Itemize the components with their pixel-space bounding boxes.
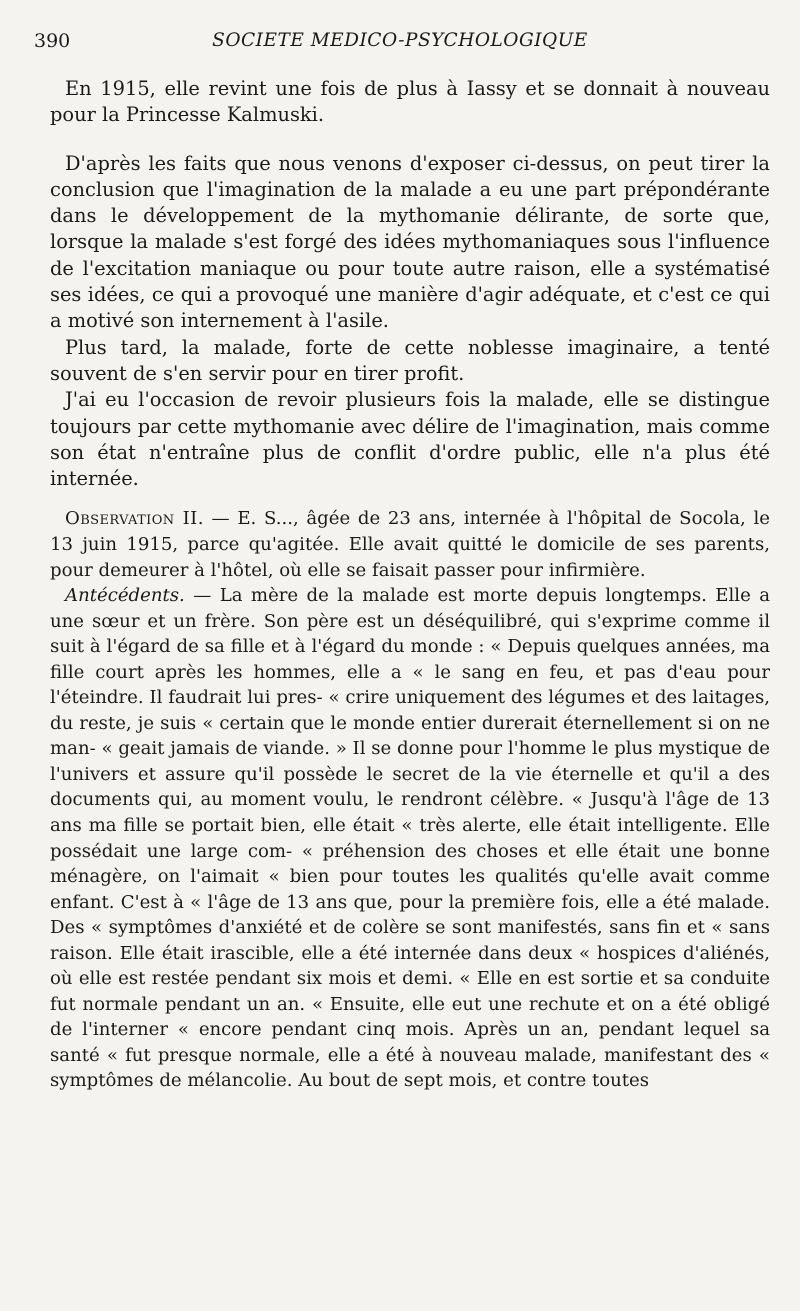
page-header: [34, 30, 766, 56]
antecedents-paragraph: [50, 583, 770, 1094]
observation-label: Observation II.: [65, 508, 204, 530]
running-title: SOCIETE MEDICO-PSYCHOLOGIQUE: [212, 30, 588, 51]
paragraph-1: En 1915, elle revint une fois de plus à Iassy et se donnait à nouveau pour la Princesse Kalmuski.: [50, 77, 770, 127]
paragraph-4: J'ai eu l'occasion de revoir plusieurs fois la malade, elle se distingue toujours par cette mythomanie avec délire de l'imagination, mais comme son état n'entraîne plus de conflit d'ordre public, elle n'a plus été internée.: [50, 388, 770, 491]
page-number: 390: [34, 30, 71, 52]
paragraph-2: D'après les faits que nous venons d'exposer ci-dessus, on peut tirer la conclusion que l'imagination de la malade a eu une part prépondérante dans le développement de la mythomanie délirante, de sorte que, lorsque la malade s'est forgé des idées mythomaniaques sous l'influence de l'excitation maniaque ou pour toute autre raison, elle a systématisé ses idées, ce qui a provoqué une manière d'agir adéquate, et c'est ce qui a motivé son internement à l'asile.: [50, 151, 770, 333]
paragraph-3: Plus tard, la malade, forte de cette noblesse imaginaire, a tenté souvent de s'en servir pour en tirer profit.: [50, 335, 770, 385]
observation-text: — E. S..., âgée de 23 ans, internée à l'hôpital de Socola, le 13 juin 1915, parce qu'agitée. Elle avait quitté le domicile de ses parents, pour demeurer à l'hôtel, où elle se faisait passer pour infirmière.: [50, 508, 770, 581]
antecedents-text: — La mère de la malade est morte depuis longtemps. Elle a une sœur et un frère. Son père est un déséquilibré, qui s'exprime comme il suit à l'égard de sa fille et à l'égard du monde : « Depuis quelques années, ma fille court après les hommes, elle a « le sang en feu, et pas d'eau pour l'éteindre. Il faudrait lui pres- « crire uniquement des légumes et des laitages, du reste, je suis « certain que le monde entier durerait éternellement si on ne man- « geait jamais de viande. » Il se donne pour l'homme le plus mystique de l'univers et assure qu'il possède le secret de la vie éternelle et qu'il a des documents qui, au moment voulu, le rendront célèbre. « Jusqu'à l'âge de 13 ans ma fille se portait bien, elle était « très alerte, elle était intelligente. Elle possédait une large com- « préhension des choses et elle était une bonne ménagère, on l'aimait « bien pour toutes les qualités qu'elle avait comme enfant. C'est à « l'âge de 13 ans que, pour la première fois, elle a été malade. Des « symptômes d'anxiété et de colère se sont manifestés, sans fin et « sans raison. Elle était irascible, elle a été internée dans deux « hospices d'aliénés, où elle est restée pendant six mois et demi. « Elle en est sortie et sa conduite fut normale pendant un an. « Ensuite, elle eut une rechute et on a été obligé de l'interner « encore pendant cinq mois. Après un an, pendant lequel sa santé « fut presque normale, elle a été à nouveau malade, manifestant des « symptômes de mélancolie. Au bout de sept mois, et contre toutes: [50, 585, 770, 1092]
antecedents-title: Antécédents.: [65, 585, 185, 607]
page-body: [50, 76, 770, 1094]
observation-paragraph: [50, 506, 770, 583]
